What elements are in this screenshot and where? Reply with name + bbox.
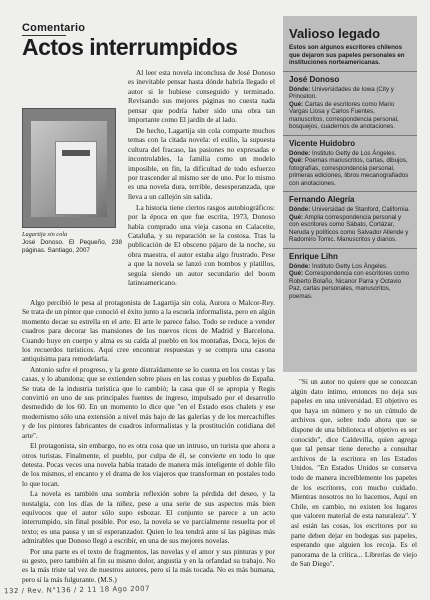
author-name: Enrique Lihn [289, 251, 338, 261]
entry-where: Dónde: Universidad de Stanford, California. [289, 206, 410, 214]
entry-where: Dónde: Instituto Getty de Los Ángeles. [289, 149, 397, 157]
caption-title: Lagartija sin cola [22, 231, 68, 238]
paragraph: El protagonista, sin embargo, no es otra cosa que un intruso, un turista que ahora a otros turistas. Finalmente, el pueblo, por culpa de él, se convierte en todo lo que detesta. Pocas veces una novela había tratado de manera más inteligente el doble filo de los mismos, el encanto y el drama de los viajeros que transforman en postales todo lo que tocan. [22, 441, 275, 488]
entry-where: Dónde: Instituto Getty Los Ángeles. [289, 262, 388, 270]
right-text-column [291, 378, 417, 570]
sidebar-entry [283, 191, 417, 248]
author-name: José Donoso [289, 74, 340, 84]
author-name: Vicente Huidobro [289, 138, 356, 148]
book-cover-figure [22, 108, 122, 323]
sidebar-intro: Estos son algunos escritores chilenos que dejaron sus papeles personales en instituciones norteamericanas. [289, 44, 405, 67]
book-cover-image [22, 108, 116, 228]
entry-where: Dónde: Universidades de Iowa (City y Princeton. [289, 85, 394, 101]
section-label: Comentario [22, 22, 86, 34]
article-body-column [22, 298, 275, 585]
sidebar-title: Valioso legado [289, 26, 381, 41]
author-name: Fernando Alegría [289, 195, 355, 205]
paragraph: De hecho, Lagartija sin cola comparte muchos temas con la citada novela: el exilio, la supuesta cultura del fracaso, las pasiones no expresadas e incontrolables, la familia como un modelo imposible, en fin, la dificultad de todo esfuerzo por trascender al mismo ser de uno. Por lo mismo es una novela dura, terrible, desesperanzada, que lleva a un callejón sin salida. [128, 125, 275, 201]
paragraph: "Si un autor no quiere que se conozcan algún dato íntimo, entonces no deja sus papeles en una universidad. El objetivo es que haya un número y no un cúmulo de archivos que, sobre todo ahora que se dispone de una biblioteca el objetivo es ser conocido", dice Caldevilla, quien agrega que tal pensar tiene derecho a consultar archivos de la escritora en los Estados Unidos. "En Estados Unidos se conserva todo de manera increíblemente los papeles de los escritores, con mucho cuidado. Mientras nosotros no lo hacemos, Aquí en Chile, en cambio, no existen los lugares que valoren material de esta naturaleza". Y así están las cosas, los escritores por su parte deben dejar en bodegas sus papeles, esperando que alguien los recoja. Es el panorama de la crítica... Librerías de viejo de San Diego". [291, 378, 417, 569]
sidebar-entry [283, 248, 417, 305]
article-intro-column [22, 68, 275, 323]
entry-what: Qué: Poemas manuscritos, cartas, dibujos, fotografías, correspondencia personal, primeras ediciones, libros mecanografiados con anotaciones. [289, 157, 409, 187]
entry-what: Qué: Correspondencia con escritores como Roberto Bolaño, Nicanor Parra y Octavio Paz, cartas personales, manuscritos, poemas. [289, 270, 410, 300]
paragraph: Antonio sufre el progreso, y la gente distraídamente se lo cuenta en los costas y las casas, y lo abandona; que se extienden sobre pisos en las costas y pueblos de España. Se trata de la industria turística que lo cambió; la casa que él se apropia y Regis convirtió en uno de sus principales fuentes de ingreso, impulsado por el desarrollo desmedido de los 60. En un momento lo dice que "en el Estado esos chalets y ese modernismo sólo una extensión a nivel más bajo de las galerías y de los mercachifles y de los pintores fabricantes de cuadros informalistas y la prostitución cotidiana del arte". [22, 364, 275, 440]
sidebar-entry [283, 135, 417, 192]
entry-what: Qué: Amplia correspondencia personal y con escritores como Sábato, Cortázar, Neruda y políticos como Salvador Allende y Radomiro Tomic. Manuscritos y diarios. [289, 213, 409, 244]
paragraph: Al leer esta novela inconclusa de José Donoso es inevitable pensar hasta dónde habría llegado el autor si le hubiese conseguido y terminado. Revisando sus mejores páginas no cuesta nada pensar que podría haber sido una obra tan importante como El jardín de al lado. [128, 68, 275, 125]
page-footer: 132 / Rev. N°136 / 2 11 18 Ago 2007 [3, 584, 151, 596]
photo-caption [22, 231, 122, 255]
sidebar-box [283, 16, 417, 372]
paragraph: Algo percibió le pesa al protagonista de Lagartija sin cola, Aurora o Malcor-Rey. Se trata de un pintor que conoció el éxito junto a la escuela informalista, pero en algún momento decae su estrella en el arte. El arte le parece falso. Todo se reduce a vender cuadros para decorar las mansiones de los nuevos ricos de Madrid y Barcelona. Cuando huye en cuerpo y alma es su caída al pueblo en los montañas, Doca, lejos de los recuerdos turísticos. Aquí cree encontrar respuestas y se compra una casona antiquísima para remodelarla. [22, 298, 275, 364]
caption-detail: José Donoso. El Pequeño, 238 páginas. Santiago, 2007 [22, 239, 122, 254]
paragraph: La historia tiene ciertos rasgos autobiográficos: por la época en que fue escrita, 1973, Donoso había comprado una vieja casona en Calaceite, Cataluña, y su reparación se la costosa. Tras la publicación de El obsceno pájaro de la noche, su obra maestra, el autor estaba algo frustrado. Pese a que la novela se lanzó con bombos y platillos, seguía siendo un autor secundario del boom latinoamericano. [128, 202, 275, 287]
entry-what: Qué: Cartas de escritores como Mario Vargas Llosa y Carlos Fuentes, manuscritos, correspondencia personal, bosquejos, cuadernos de anotaciones. [289, 100, 399, 131]
paragraph: Por una parte es el texto de fragmentos, las novelas y el amor y sus pinturas y por su gesto, pero también al fin su mismo dolor, angustia y en la orfandad su trabajo. No es la más triste tal vez de nuestros autores, pero sí la más tocada. No es más humana, pero sí la más fulgurante. (M.S.) [22, 546, 275, 584]
paragraph: La novela es también una sombría reflexión sobre la pérdida del deseo, y la nostalgia, con los días de la niñez, pese a una serie de sus aspectos más bien equívocos que el autor sólo supo esbozar. El conjunto se parece a un acto interrumpido, sin final posible. Por eso, la novela se ve parcialmente resuelta por el texto; es una pausa y un sí esperanzador. Quien lo lea tendrá ante sí las páginas más admirables que Donoso llegó a escribir, en una de sus mejores novelas. [22, 489, 275, 546]
article-headline: Actos interrumpidos [22, 34, 238, 60]
sidebar-entry [283, 71, 417, 135]
